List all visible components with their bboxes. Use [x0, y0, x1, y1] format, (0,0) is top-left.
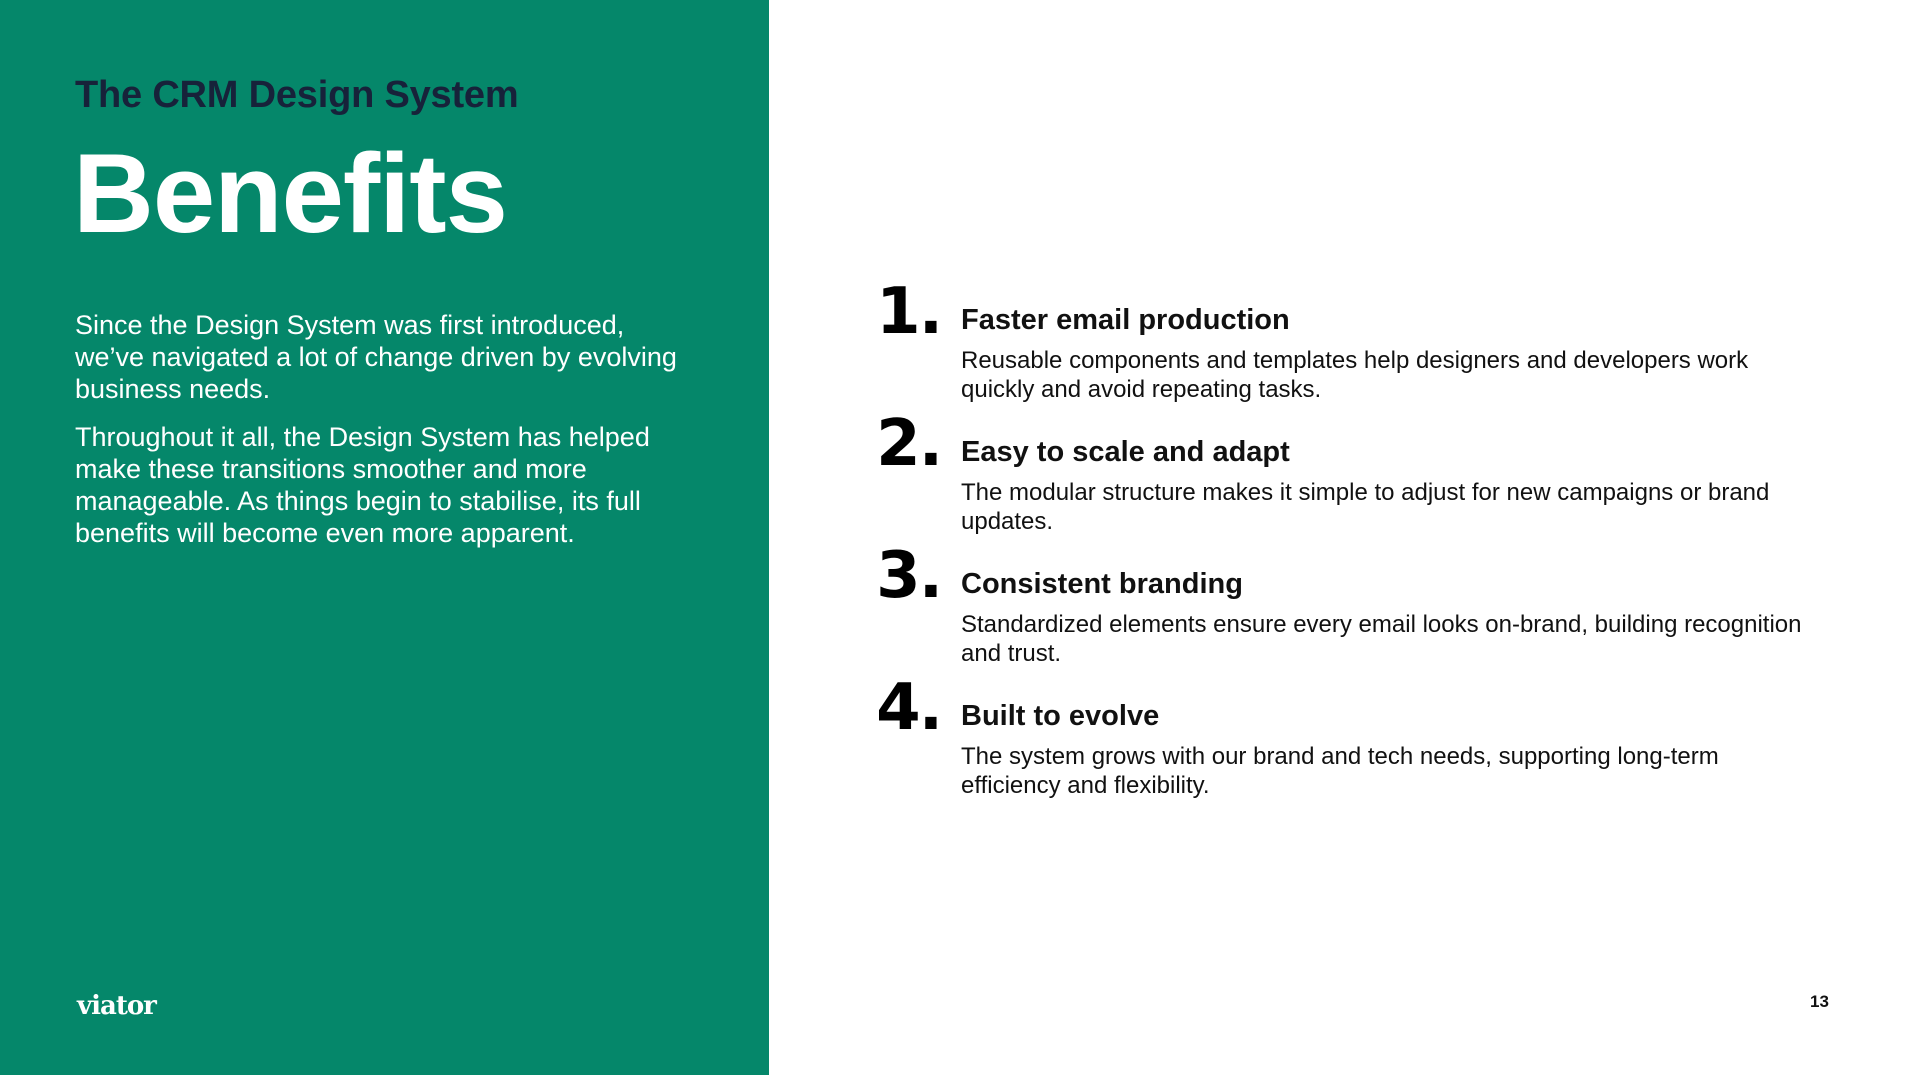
benefit-title: Faster email production	[961, 304, 1290, 336]
benefit-title: Easy to scale and adapt	[961, 436, 1290, 468]
benefit-item-2	[845, 407, 1845, 537]
intro-paragraph-1: Since the Design System was first introduced, we’ve navigated a lot of change driven by evolving business needs.	[75, 310, 677, 404]
benefit-description: Reusable components and templates help designers and developers work quickly and avoid repeating tasks.	[961, 347, 1749, 403]
benefit-title: Built to evolve	[961, 700, 1160, 732]
benefit-item-4	[845, 671, 1845, 801]
benefit-description: The system grows with our brand and tech needs, supporting long-term efficiency and flexibility.	[961, 743, 1719, 799]
benefit-number: 4.	[876, 671, 941, 745]
benefit-number: 2.	[876, 407, 941, 481]
viator-logo: viator	[77, 991, 156, 1021]
benefit-item-3	[845, 539, 1845, 669]
intro-paragraph-2: Throughout it all, the Design System has helped make these transitions smoother and more manageable. As things begin to stabilise, its full benefits will become even more apparent.	[75, 422, 650, 548]
benefit-number: 3.	[876, 539, 941, 613]
benefit-item-1	[845, 275, 1845, 405]
intro-text	[75, 309, 695, 565]
slide-eyebrow: The CRM Design System	[75, 74, 519, 116]
page-number: 13	[1810, 992, 1829, 1011]
slide-headline: Benefits	[73, 131, 507, 256]
benefit-title: Consistent branding	[961, 568, 1243, 600]
left-panel	[0, 0, 769, 1075]
benefit-description: Standardized elements ensure every email looks on-brand, building recognition and trust.	[961, 611, 1802, 667]
benefit-description: The modular structure makes it simple to adjust for new campaigns or brand updates.	[961, 479, 1770, 535]
benefit-number: 1.	[876, 275, 941, 349]
